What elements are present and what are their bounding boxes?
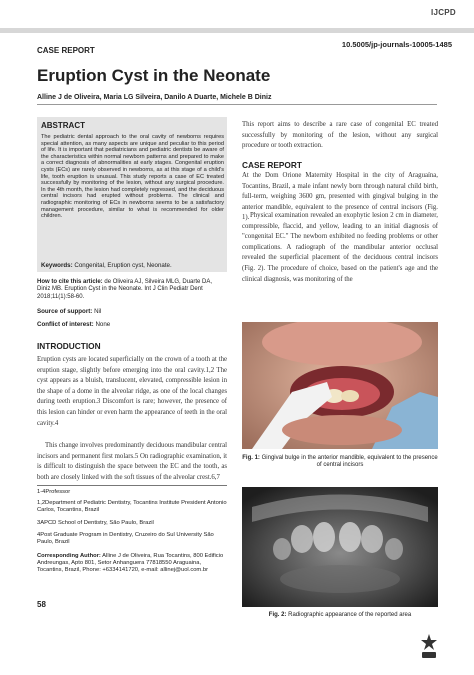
footnote-affiliation-3: 4Post Graduate Program in Dentistry, Cruzeiro do Sul University São Paulo, Brazil bbox=[37, 532, 214, 545]
figure-1-caption bbox=[242, 455, 438, 469]
figure-1-label: Fig. 1: bbox=[242, 455, 260, 461]
conflict-of-interest bbox=[37, 321, 110, 328]
citation-text: de Oliveira AJ, Silveira MLG, Duarte DA, Diniz MB. Eruption Cyst in the Neonate. Int J Clin Pediatr Dent 2018;11(1):58-60. bbox=[37, 279, 213, 300]
title-divider bbox=[37, 104, 437, 105]
footnote-divider bbox=[37, 485, 227, 486]
case-paragraph-2: Physical examination revealed an exophytic lesion 2 cm in diameter, compressible, flaccid, and yellow, leading to an initial diagnosis of "congenital EC." The newborn exhibited no feeding problems or other complications. A radiograph of the mandibular anterior occlusal revealed the superficial placement of the deciduous central incisors (Fig. 2). The procedure of choice, based on the patient's age and the clinical diagnosis, was monitoring of the bbox=[242, 212, 438, 283]
corresponding-author bbox=[37, 553, 227, 574]
conflict-value: None bbox=[95, 321, 111, 328]
figure-1-photo bbox=[242, 322, 438, 449]
figure-2-radiograph bbox=[242, 487, 438, 607]
aim-paragraph: This report aims to describe a rare case of congenital EC treated successfully by monitoring of the lesion, without any surgical procedure or tooth extraction. bbox=[242, 121, 438, 150]
support-value: Nil bbox=[94, 308, 102, 315]
figure-2-label: Fig. 2: bbox=[268, 612, 287, 618]
citation-label: How to cite this article: bbox=[37, 279, 103, 285]
figure-2-caption bbox=[242, 612, 438, 618]
header-bar bbox=[0, 28, 474, 33]
figure-2-caption-text: Radiographic appearance of the reported area bbox=[288, 612, 412, 618]
doi[interactable]: 10.5005/jp-journals-10005-1485 bbox=[341, 40, 452, 49]
journal-abbrev: IJCPD bbox=[430, 8, 456, 17]
abstract-heading: ABSTRACT bbox=[41, 121, 85, 130]
figure-1-caption-text: Gingival bulge in the anterior mandible, equivalent to the presence of central incisors bbox=[261, 455, 438, 468]
author-list: Alline J de Oliveira, Maria LG Silveira, Danilo A Duarte, Michele B Diniz bbox=[37, 94, 272, 101]
keywords-value: Congenital, Eruption cyst, Neonate. bbox=[74, 262, 172, 269]
introduction-paragraph-2: This change involves predominantly deciduous mandibular central incisors and permanent first molars.5 On radiographic examination, it is difficult to distinguish the space between the EC and the tooth, as both are closely linked with the soft tissues of the alveolar crest.6,7 bbox=[37, 442, 227, 481]
case-report-heading: CASE REPORT bbox=[242, 160, 302, 170]
section-label: CASE REPORT bbox=[37, 46, 95, 55]
footnote-professor: 1-4Professor bbox=[37, 489, 71, 495]
keywords-label: Keywords: bbox=[41, 262, 73, 269]
corresponding-label: Corresponding Author: bbox=[37, 553, 101, 559]
abstract-text: The pediatric dental approach to the oral cavity of newborns requires special attention, as many aspects are unique and peculiar to this period of life. It is important that pediatricians and pediatric dentists be aware of the characteristics within normal newborn patterns and prepared to make a correct diagnosis of abnormalities at early stages. Congenital eruption cysts (ECs) are rarely observed in newborns, as at this stage of a child's life, tooth eruption is unusual. This study reports a case of EC treated successfully by monitoring of the lesion, without any surgical procedure. In the 4th month, the lesion had completely regressed, and the deciduous central incisors had erupted without problems. The clinical and radiographic monitoring of ECs in newborns seems to be a satisfactory management procedure, similar to what is recommended for older children. bbox=[41, 134, 224, 220]
citation bbox=[37, 279, 227, 301]
footnote-affiliation-1: 1,2Department of Pediatric Dentistry, Tocantins Institute President Antonio Carlos, Tocantins, Brazil bbox=[37, 500, 227, 513]
source-of-support bbox=[37, 308, 101, 315]
footnote-affiliation-2: 3APCD School of Dentistry, São Paulo, Brazil bbox=[37, 520, 154, 526]
article-title: Eruption Cyst in the Neonate bbox=[37, 66, 271, 85]
introduction-paragraph-1: Eruption cysts are located superficially on the crown of a tooth at the eruption stage, slightly before emerging into the oral cavity.1,2 The cyst appears as a bluish, translucent, elevated, compressible lesion in the shape of a dome in the alveolar ridge, as one of the local changes during teeth eruption.3 Discomfort is rare; however, the presence of this lesion can hinder or even harm the appearance of teeth in the oral cavity.4 bbox=[37, 356, 227, 427]
publisher-logo-icon bbox=[418, 632, 440, 660]
keywords bbox=[41, 262, 224, 269]
introduction-heading: INTRODUCTION bbox=[37, 341, 101, 351]
page-number: 58 bbox=[37, 600, 46, 609]
case-paragraph-1: At the Dom Orione Maternity Hospital in the city of Araguaína, Tocantins, Brazil, a male infant newly born through natural child birth, full-term, weighing 3600 gm, presented with gingival bulging in the anterior mandible, equivalent to the presence of central incisors (Fig. 1). bbox=[242, 172, 438, 222]
conflict-label: Conflict of interest: bbox=[37, 321, 94, 328]
corresponding-text: Alline J de Oliveira, Rua Tocantins, 800 Edificio Andreungas, Apto 801, Setor Anhanguera 77818550 Araguaina, Tocantins, Brazil, Phone: +6334141720, e-mail: allinej@uol.com.br bbox=[37, 553, 224, 573]
support-label: Source of support: bbox=[37, 308, 93, 315]
